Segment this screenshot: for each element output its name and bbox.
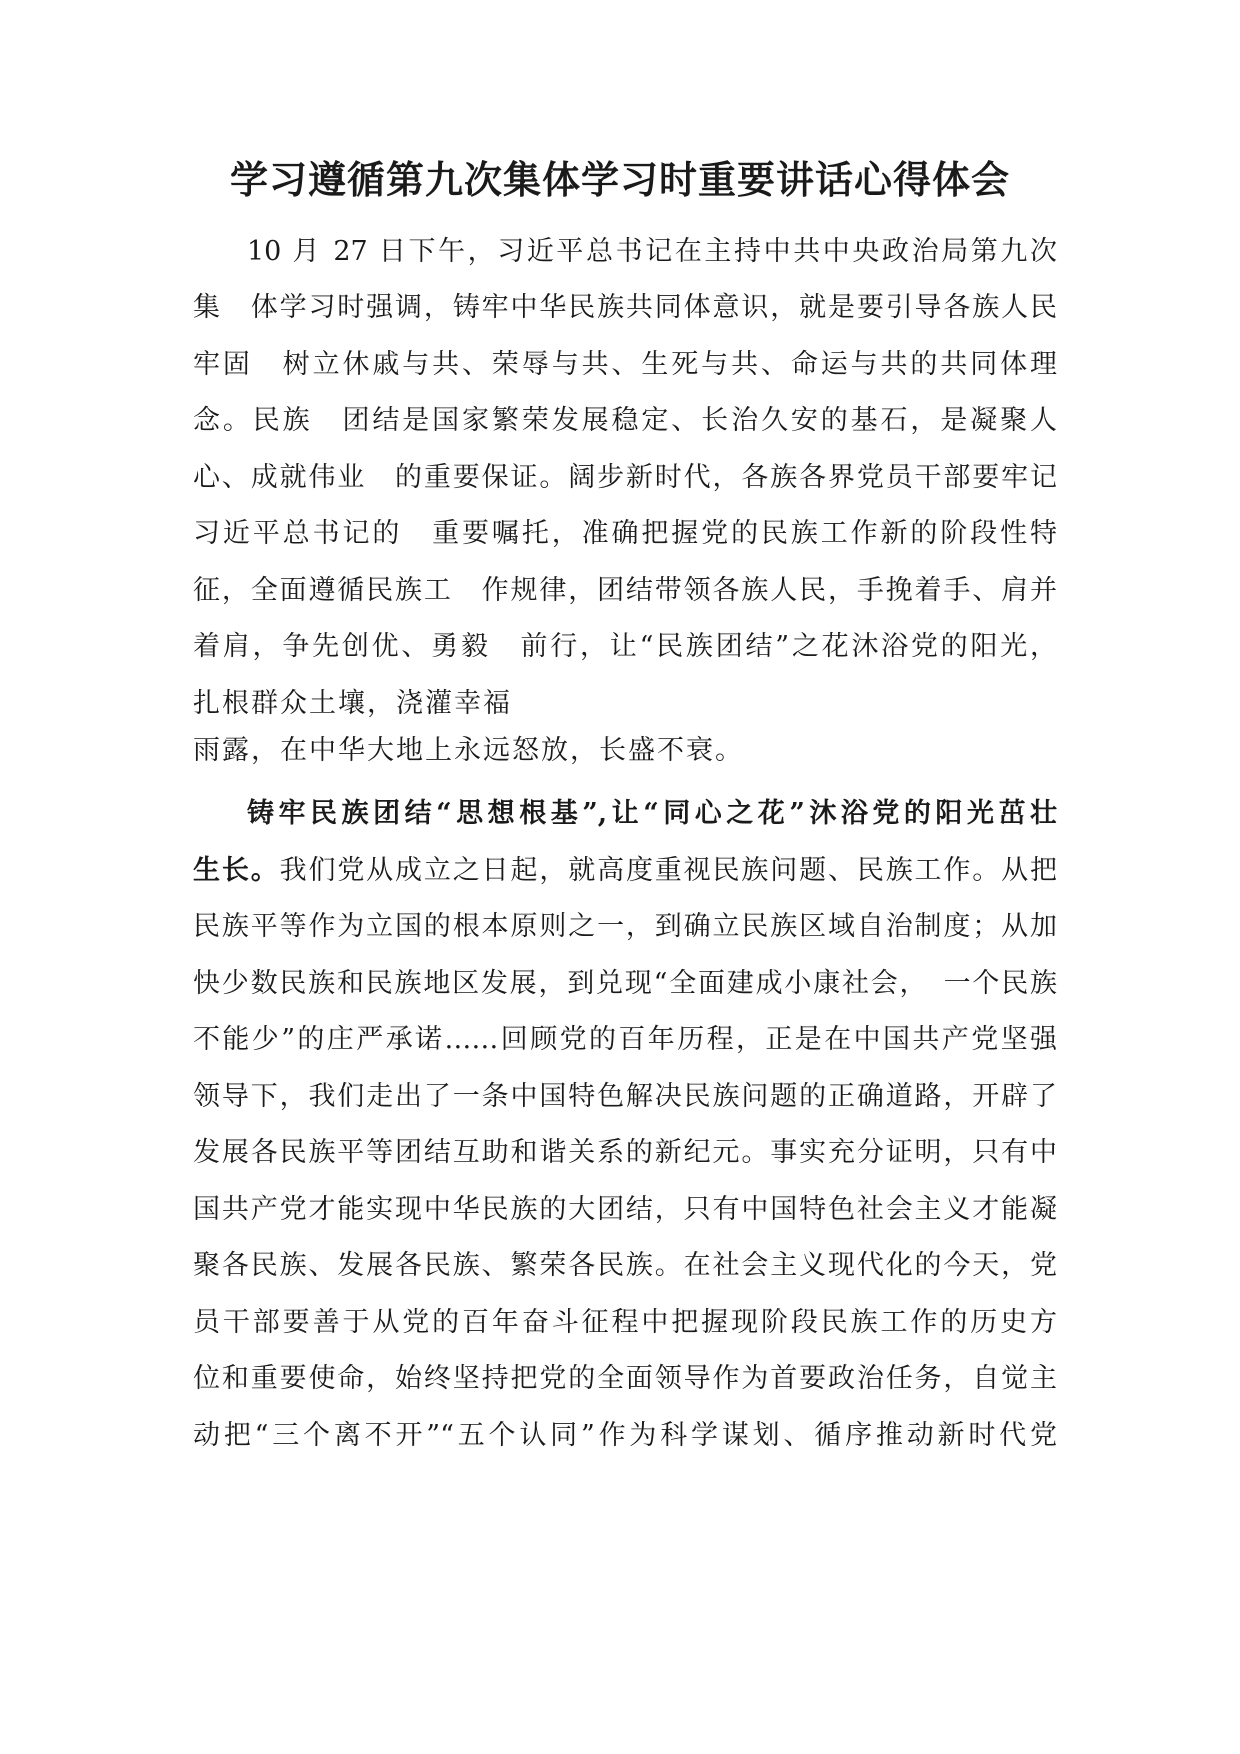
paragraph-1-line-1: 10 月 27 日下午，习近平总书记在主持中共中央政治局第九次 <box>247 236 1057 267</box>
paragraph-2-line-7: 发展各民族平等团结互助和谐关系的新纪元。事实充分证明，只有中 <box>193 1137 1057 1168</box>
paragraph-2-line-2-text: 我们党从成立之日起，就高度重视民族问题、民族工作。从把 <box>279 855 1058 886</box>
document-title: 学习遵循第九次集体学习时重要讲话心得体会 <box>229 157 1010 202</box>
paragraph-1-line-5: 心、成就伟业 的重要保证。阔步新时代，各族各界党员干部要牢记 <box>193 462 1057 493</box>
paragraph-2-line-12: 动把“三个离不开”“五个认同”作为科学谋划、循序推动新时代党 <box>193 1420 1057 1451</box>
paragraph-2-line-6: 领导下，我们走出了一条中国特色解决民族问题的正确道路，开辟了 <box>193 1081 1057 1112</box>
paragraph-1-line-4: 念。民族 团结是国家繁荣发展稳定、长治久安的基石，是凝聚人 <box>193 405 1057 436</box>
paragraph-1-line-10: 雨露，在中华大地上永远怒放，长盛不衰。 <box>193 735 744 766</box>
paragraph-1-line-9: 扎根群众土壤，浇灌幸福 <box>193 688 512 719</box>
paragraph-2-line-4: 快少数民族和民族地区发展，到兑现“全面建成小康社会， 一个民族 <box>193 968 1057 999</box>
paragraph-2-heading: 铸牢民族团结“思想根基”,让“同心之花”沐浴党的阳光茁壮 <box>247 798 1057 829</box>
paragraph-2-heading-end: 生长。 <box>193 855 280 886</box>
paragraph-1-line-3: 牢固 树立休戚与共、荣辱与共、生死与共、命运与共的共同体理 <box>193 349 1057 380</box>
paragraph-2-line-5: 不能少”的庄严承诺……回顾党的百年历程，正是在中国共产党坚强 <box>193 1024 1057 1055</box>
paragraph-2-line-2 <box>193 851 1057 891</box>
paragraph-2-line-11: 位和重要使命，始终坚持把党的全面领导作为首要政治任务，自觉主 <box>193 1363 1057 1394</box>
paragraph-2-line-3: 民族平等作为立国的根本原则之一，到确立民族区域自治制度；从加 <box>193 911 1057 942</box>
paragraph-2-line-10: 员干部要善于从党的百年奋斗征程中把握现阶段民族工作的历史方 <box>193 1307 1057 1338</box>
paragraph-1-line-6: 习近平总书记的 重要嘱托，准确把握党的民族工作新的阶段性特 <box>193 518 1057 549</box>
paragraph-1-line-7: 征，全面遵循民族工 作规律，团结带领各族人民，手挽着手、肩并 <box>193 575 1057 606</box>
paragraph-1-line-8: 着肩，争先创优、勇毅 前行，让“民族团结”之花沐浴党的阳光， <box>193 631 1057 662</box>
paragraph-2-line-9: 聚各民族、发展各民族、繁荣各民族。在社会主义现代化的今天，党 <box>193 1250 1057 1281</box>
paragraph-1-line-2: 集 体学习时强调，铸牢中华民族共同体意识，就是要引导各族人民 <box>193 292 1057 323</box>
paragraph-2-line-8: 国共产党才能实现中华民族的大团结，只有中国特色社会主义才能凝 <box>193 1194 1057 1225</box>
